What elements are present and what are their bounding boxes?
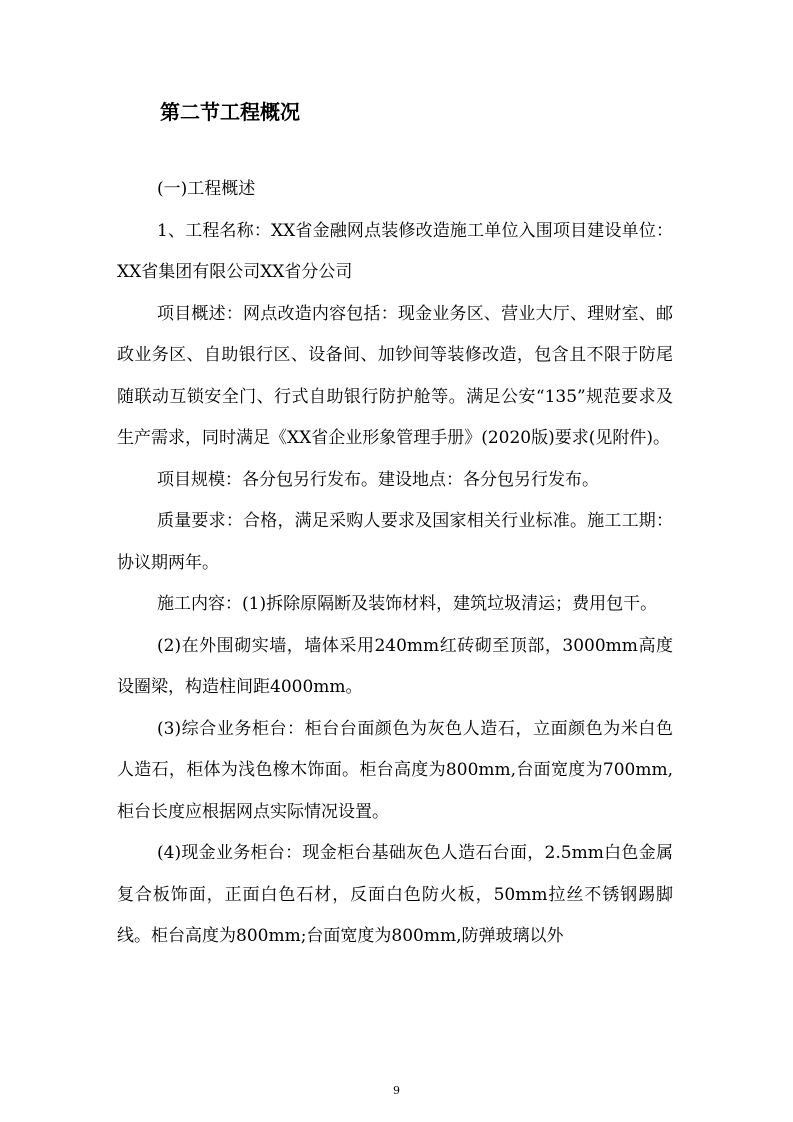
page-number: 9	[393, 1084, 400, 1097]
paragraph-work-content-3: (3)综合业务柜台：柜台台面颜色为灰色人造石，立面颜色为米白色人造石，柜体为浅色橡木饰面。柜台高度为800mm,台面宽度为700mm,柜台长度应根据网点实际情况设置。	[117, 718, 673, 822]
paragraph-work-content-4: (4)现金业务柜台：现金柜台基础灰色人造石台面，2.5mm白色金属复合板饰面，正面白色石材，反面白色防火板，50mm拉丝不锈钢踢脚线。柜台高度为800mm;台面宽度为800mm,防弹玻璃以外	[117, 843, 673, 946]
paragraph-work-content-2: (2)在外围砌实墙，墙体采用240mm红砖砌至顶部，3000mm高度设圈梁，构造柱间距4000mm。	[117, 635, 673, 697]
paragraph-project-scale: 项目规模：各分包另行发布。建设地点：各分包另行发布。	[157, 469, 599, 490]
paragraph-work-content-1: 施工内容：(1)拆除原隔断及装饰材料，建筑垃圾清运；费用包干。	[157, 594, 658, 614]
paragraph-project-overview: 项目概述：网点改造内容包括：现金业务区、营业大厅、理财室、邮政业务区、自助银行区、设备间、加钞间等装修改造，包含且不限于防尾随联动互锁安全门、行式自助银行防护舱等。满足公安“135”规范要求及生产需求，同时满足《XX省企业形象管理手册》(2020版)要求(见附件)。	[117, 303, 673, 448]
paragraph-project-name: 1、工程名称：XX省金融网点装修改造施工单位入围项目建设单位：XX省集团有限公司XX省分公司	[117, 220, 673, 282]
paragraph-subheading: (一)工程概述	[157, 179, 256, 199]
section-title: 第二节工程概况	[160, 100, 300, 124]
paragraph-quality: 质量要求：合格，满足采购人要求及国家相关行业标准。施工工期：协议期两年。	[117, 511, 673, 573]
body-text	[117, 169, 673, 958]
